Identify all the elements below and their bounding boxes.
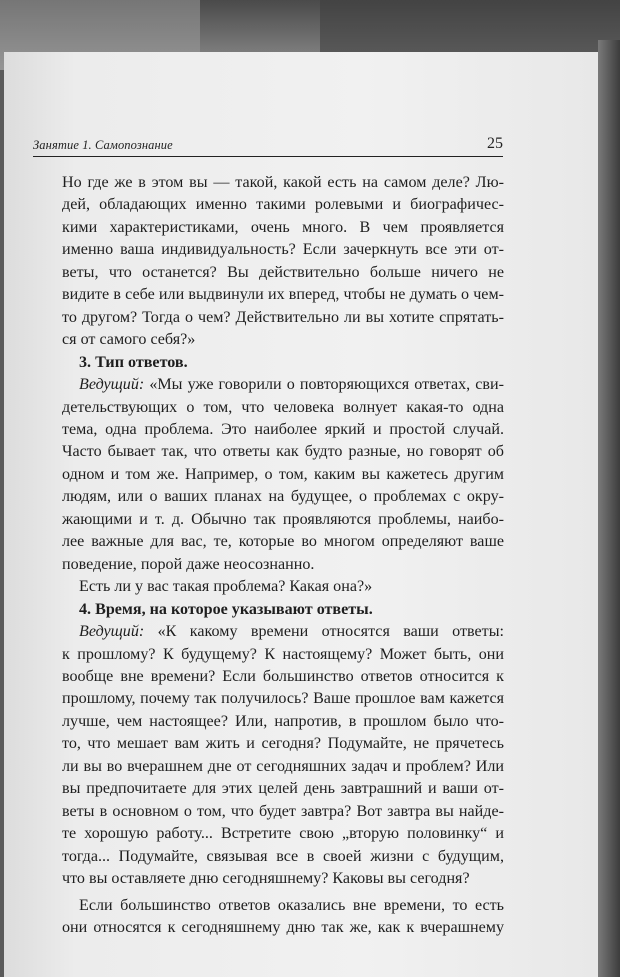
text-line: веты, что останется? Вы действительно больше ничего не (62, 263, 504, 281)
text-line: Есть ли у вас такая проблема? Какая она?» (79, 578, 373, 596)
text-line: тогда... Подумайте, связывая все в своей жизни с будущим, (62, 847, 504, 865)
text-line: Но где же в этом вы — такой, какой есть на самом деле? Лю- (62, 174, 504, 191)
text-line: вообще вне времени? Если большинство ответов относится к (62, 667, 504, 685)
text-line: те хорошую работу... Встретите свою „вторую половинку“ и (62, 825, 504, 843)
text-line: детельствующих о том, что человека волнует какая-то одна (62, 398, 504, 416)
text-line (62, 621, 504, 643)
page-number: 25 (487, 135, 503, 152)
text-line: вы предпочитаете для этих целей день завтрашний и ваши от- (62, 780, 504, 798)
running-head (33, 135, 503, 157)
text-line: видите в себе или выдвинули их вперед, чтобы не думать о чем- (62, 286, 504, 304)
section-heading: 4. Время, на которое указывают ответы. (79, 600, 373, 618)
text-line: дей, обладающих именно такими ролевыми и биографичес- (62, 196, 504, 214)
text-line: жающими и т. д. Обычно так проявляются проблемы, наибо- (62, 510, 504, 528)
text-run: «Мы уже говорили о повторяющихся ответах, сви- (144, 376, 504, 394)
speaker-label: Ведущий: (79, 376, 145, 394)
text-line: лучше, чем настоящее? Или, напротив, в прошлом было что- (62, 712, 504, 730)
chapter-title: Занятие 1. Самопознание (33, 138, 173, 152)
text-line: ли вы во вчерашнем дне от сегодняшних задач и проблем? Или (62, 757, 504, 775)
body-text (62, 172, 504, 939)
text-line: кими характеристиками, очень много. В чем проявляется (62, 218, 504, 236)
text-line: прошлому, почему так получилось? Ваше прошлое вам кажется (62, 690, 504, 708)
text-line (62, 374, 504, 396)
text-line: ся от самого себя?» (62, 331, 196, 349)
text-line: людям, или о ваших планах на будущее, о проблемах с окру- (62, 488, 504, 506)
text-line: лее важные для вас, те, которые во многом определяют ваше (62, 533, 504, 551)
text-line: веты в основном о том, что будет завтра? Вот завтра вы найде- (62, 802, 504, 820)
book-spine-edge (598, 40, 620, 977)
text-line: то, что мешает вам жить и сегодня? Подумайте, не прячетесь (62, 735, 504, 753)
text-line: то другом? Тогда о чем? Действительно ли вы хотите спрятать- (62, 308, 504, 326)
text-line: одном и том же. Например, о том, каким вы кажетесь другим (62, 465, 504, 483)
text-line: поведение, порой даже неосознанно. (62, 555, 315, 573)
section-heading: 3. Тип ответов. (79, 353, 188, 371)
speaker-label: Ведущий: (79, 623, 145, 641)
paragraph-continuation (62, 172, 504, 352)
text-line: Часто бывает так, что ответы как будто разные, но говорят об (62, 443, 504, 461)
text-line: они относятся к сегодняшнему дню так же, как к вчерашнему (62, 918, 504, 936)
text-line: что вы оставляете дню сегодняшнему? Каковы вы сегодня? (62, 870, 470, 888)
text-line: к прошлому? К будущему? К настоящему? Может быть, они (62, 645, 504, 663)
text-line: тема, одна проблема. Это наиболее яркий и простой случай. (62, 420, 504, 438)
text-run: «К какому времени относятся ваши ответы: (144, 623, 504, 641)
text-line: Если большинство ответов оказались вне времени, то есть (79, 896, 504, 914)
text-line: именно ваша индивидуальность? Если зачеркнуть все эти от- (62, 241, 504, 259)
